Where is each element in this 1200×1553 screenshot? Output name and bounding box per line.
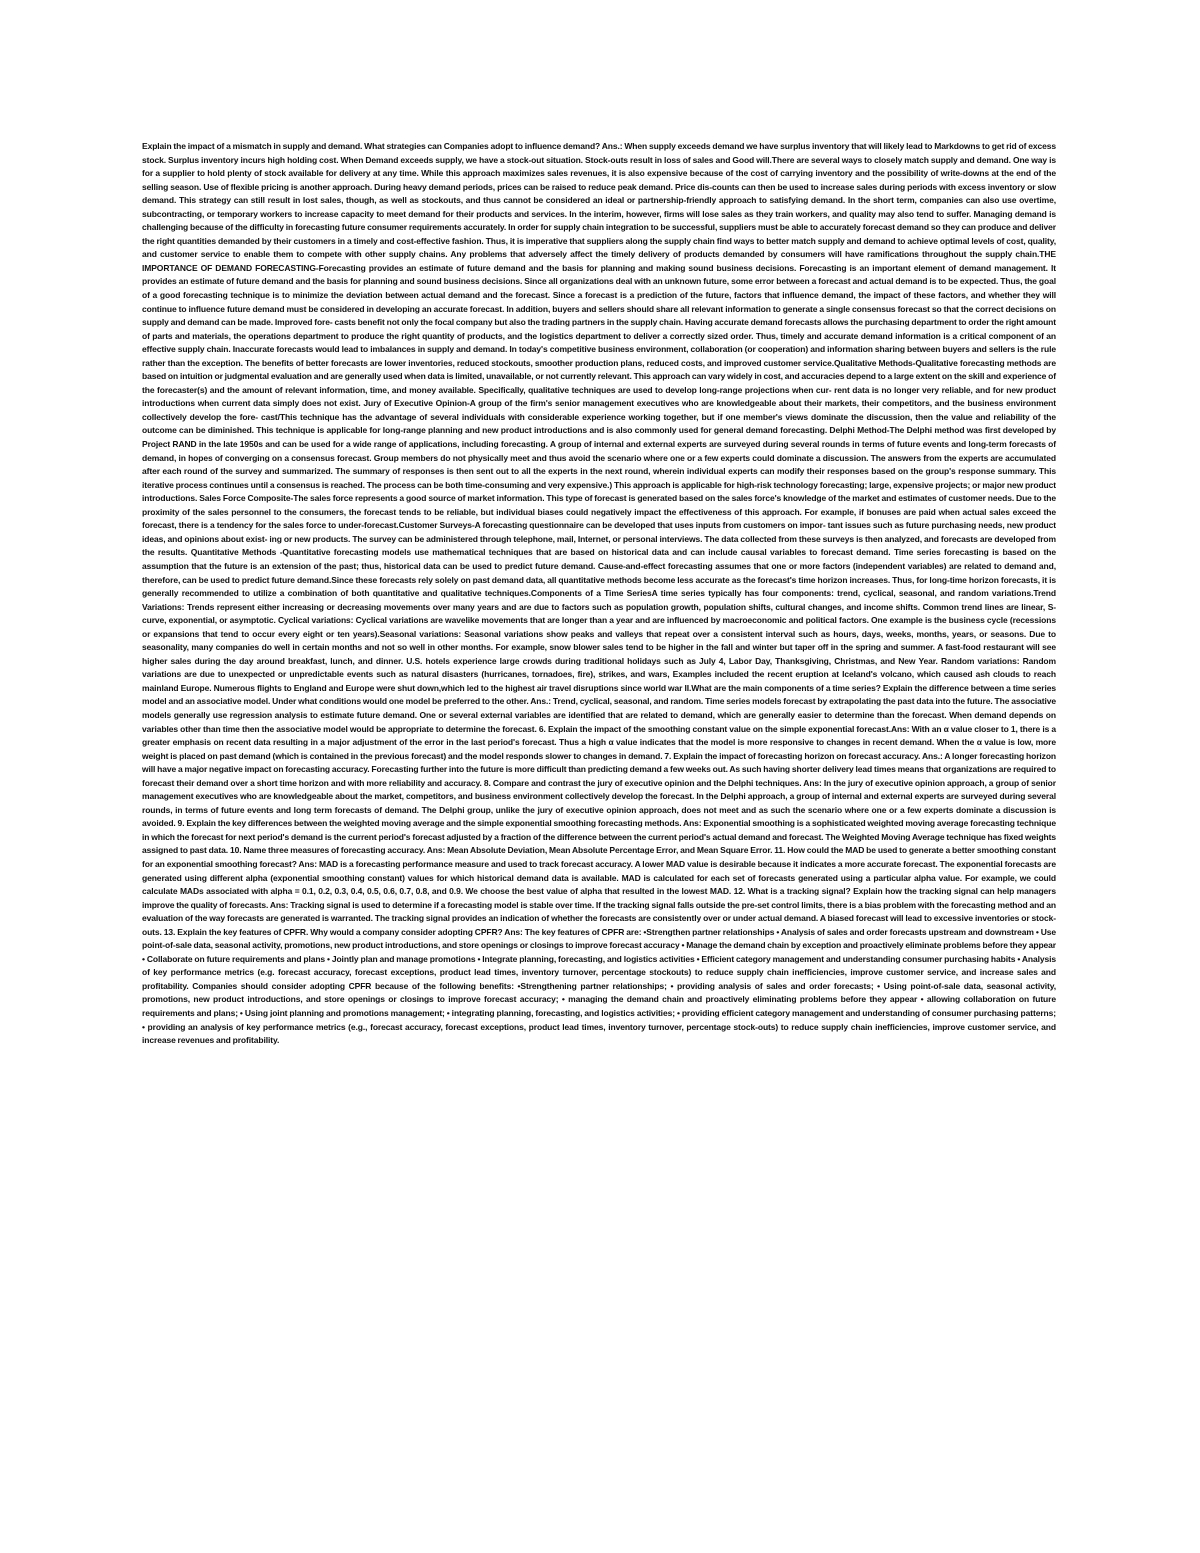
document-page xyxy=(142,140,1056,1048)
body-paragraph: Explain the impact of a mismatch in supply and demand. What strategies can Companies adopt to influence demand? Ans.: When supply exceeds demand we have surplus inventory that will likely lead to Markdowns to get rid of excess stock. Surplus inventory incurs high holding cost. When Demand exceeds supply, we have a stock-out situation. Stock-outs result in loss of sales and Good will.There are several ways to closely match supply and demand. One way is for a supplier to hold plenty of stock available for delivery at any time. While this approach maximizes sales revenues, it is also expensive because of the cost of carrying inventory and the possibility of write-downs at the end of the selling season. Use of flexible pricing is another approach. During heavy demand periods, prices can be raised to reduce peak demand. Price dis-counts can then be used to increase sales during periods with excess inventory or slow demand. This strategy can still result in lost sales, though, as well as stockouts, and thus cannot be considered an ideal or partnership-friendly approach to satisfying demand. In the short term, companies can also use overtime, subcontracting, or temporary workers to increase capacity to meet demand for their products and services. In the interim, however, firms will lose sales as they train workers, and quality may also tend to suffer. Managing demand is challenging because of the difficulty in forecasting future consumer requirements accurately. In order for supply chain integration to be successful, suppliers must be able to accurately forecast demand so they can produce and deliver the right quantities demanded by their customers in a timely and cost-effective fashion. Thus, it is imperative that suppliers along the supply chain find ways to better match supply and demand to achieve optimal levels of cost, quality, and customer service to enable them to compete with other supply chains. Any problems that adversely affect the timely delivery of products demanded by consumers will have ramifications throughout the supply chain.THE IMPORTANCE OF DEMAND FORECASTING-Forecasting provides an estimate of future demand and the basis for planning and making sound business decisions. Forecasting is an important element of demand management. It provides an estimate of future demand and the basis for planning and sound business decisions. Since all organizations deal with an unknown future, some error between a forecast and actual demand is to be expected. Thus, the goal of a good forecasting technique is to minimize the deviation between actual demand and the forecast. Since a forecast is a prediction of the future, factors that influence demand, the impact of these factors, and whether they will continue to influence future demand must be considered in developing an accurate forecast. In addition, buyers and sellers should share all relevant information to generate a single consensus forecast so that the correct decisions on supply and demand can be made. Improved fore- casts benefit not only the focal company but also the trading partners in the supply chain. Having accurate demand forecasts allows the purchasing department to order the right amount of parts and materials, the operations department to produce the right quantity of products, and the logistics department to deliver a correctly sized order. Thus, timely and accurate demand information is a critical component of an effective supply chain. Inaccurate forecasts would lead to imbalances in supply and demand. In today's competitive business environment, collaboration (or cooperation) and information sharing between buyers and sellers is the rule rather than the exception. The benefits of better forecasts are lower inventories, reduced stockouts, smoother production plans, reduced costs, and improved customer service.Qualitative Methods-Qualitative forecasting methods are based on intuition or judgmental evaluation and are generally used when data is limited, unavailable, or not currently relevant. This approach can vary widely in cost, and accuracies depend to a large extent on the skill and experience of the forecaster(s) and the amount of relevant information, time, and money available. Specifically, qualitative techniques are used to develop long-range projections when cur- rent data is no longer very reliable, and for new product introductions when current data simply does not exist. Jury of Executive Opinion-A group of the firm's senior management executives who are knowledgeable about their markets, their competitors, and the business environment collectively develop the fore- cast/This technique has the advantage of several individuals with considerable experience working together, but if one member's views dominate the discussion, then the value and reliability of the outcome can be diminished. This technique is applicable for long-range planning and new product introductions and is also commonly used for general demand forecasting. Delphi Method-The Delphi method was first developed by Project RAND in the late 1950s and can be used for a wide range of applications, including forecasting. A group of internal and external experts are surveyed during several rounds in terms of future events and long-term forecasts of demand, in hopes of converging on a consensus forecast. Group members do not physically meet and thus avoid the scenario where one or a few experts could dominate a discussion. The answers from the experts are accumulated after each round of the survey and summarized. The summary of responses is then sent out to all the experts in the next round, wherein individual experts can modify their responses based on the group's response summary. This iterative process continues until a consensus is reached. The process can be both time-consuming and very expensive.) This approach is applicable for high-risk technology forecasting; large, expensive projects; or major new product introductions. Sales Force Composite-The sales force represents a good source of market information. This type of forecast is generated based on the sales force's knowledge of the market and estimates of customer needs. Due to the proximity of the sales personnel to the consumers, the forecast tends to be reliable, but individual biases could negatively impact the effectiveness of this approach. For example, if bonuses are paid when actual sales exceed the forecast, there is a tendency for the sales force to under-forecast.Customer Surveys-A forecasting questionnaire can be developed that uses inputs from customers on impor- tant issues such as future purchasing needs, new product ideas, and opinions about exist- ing or new products. The survey can be administered through telephone, mail, Internet, or personal interviews. The data collected from these surveys is then analyzed, and forecasts are developed from the results. Quantitative Methods -Quantitative forecasting models use mathematical techniques that are based on historical data and can include causal variables to forecast demand. Time series forecasting is based on the assumption that the future is an extension of the past; thus, historical data can be used to predict future demand. Cause-and-effect forecasting assumes that one or more factors (independent variables) are related to demand and, therefore, can be used to predict future demand.Since these forecasts rely solely on past demand data, all quantitative methods become less accurate as the forecast's time horizon increases. Thus, for long-time horizon forecasts, it is generally recommended to utilize a combination of both quantitative and qualitative techniques.Components of a Time SeriesA time series typically has four components: trend, cyclical, seasonal, and random variations.Trend Variations: Trends represent either increasing or decreasing movements over many years and are due to factors such as population growth, population shifts, cultural changes, and income shifts. Common trend lines are linear, S-curve, exponential, or asymptotic. Cyclical variations: Cyclical variations are wavelike movements that are longer than a year and are influenced by macroeconomic and political factors. One example is the business cycle (recessions or expansions that tend to occur every eight or ten years).Seasonal variations: Seasonal variations show peaks and valleys that repeat over a consistent interval such as hours, days, weeks, months, years, or seasons. Due to seasonality, many companies do well in certain months and not so well in other months. For example, snow blower sales tend to be higher in the fall and winter but taper off in the spring and summer. A fast-food restaurant will see higher sales during the day around breakfast, lunch, and dinner. U.S. hotels experience large crowds during traditional holidays such as July 4, Labor Day, Thanksgiving, Christmas, and New Year. Random variations: Random variations are due to unexpected or unpredictable events such as natural disasters (hurricanes, tornadoes, fire), strikes, and wars, Examples included the recent eruption at Iceland's volcano, which caused ash clouds to reach mainland Europe. Numerous flights to England and Europe were shut down,which led to the highest air travel disruptions since world war II.What are the main components of a time series? Explain the difference between a time series model and an associative model. Under what conditions would one model be preferred to the other. Ans.: Trend, cyclical, seasonal, and random. Time series models forecast by extrapolating the past data into the future. The associative models generally use regression analysis to estimate future demand. One or several external variables are identified that are related to demand, which are generally easier to determine than the forecast. When demand depends on variables other than time then the associative model would be appropriate to determine the forecast. 6. Explain the impact of the smoothing constant value on the simple exponential forecast.Ans: With an α value closer to 1, there is a greater emphasis on recent data resulting in a major adjustment of the error in the last period's forecast. Thus a high α value indicates that the model is more responsive to changes in recent demand. When the α value is low, more weight is placed on past demand (which is contained in the previous forecast) and the model responds slower to changes in demand. 7. Explain the impact of forecasting horizon on forecast accuracy. Ans.: A longer forecasting horizon will have a major negative impact on forecasting accuracy. Forecasting further into the future is more difficult than predicting demand a few weeks out. As such having shorter delivery lead times means that organizations are required to forecast their demand over a short time horizon and with more reliability and accuracy. 8. Compare and contrast the jury of executive opinion and the Delphi techniques. Ans: In the jury of executive opinion approach, a group of senior management executives who are knowledgeable about the market, competitors, and business environment collectively develop the forecast. In the Delphi approach, a group of internal and external experts are surveyed during several rounds, in terms of future events and long term forecasts of demand. The Delphi group, unlike the jury of executive opinion approach, does not meet and as such the scenario where one or a few experts dominate a discussion is avoided. 9. Explain the key differences between the weighted moving average and the simple exponential smoothing forecasting methods. Ans: Exponential smoothing is a sophisticated weighted moving average forecasting technique in which the forecast for next period's demand is the current period's forecast adjusted by a fraction of the difference between the current period's actual demand and forecast. The Weighted Moving Average technique has fixed weights assigned to past data. 10. Name three measures of forecasting accuracy. Ans: Mean Absolute Deviation, Mean Absolute Percentage Error, and Mean Square Error. 11. How could the MAD be used to generate a better smoothing constant for an exponential smoothing forecast? Ans: MAD is a forecasting performance measure and used to track forecast accuracy. A lower MAD value is desirable because it indicates a more accurate forecast. The exponential forecasts are generated using different alpha (exponential smoothing constant) values for which historical demand data is available. MAD is calculated for each set of forecasts generated using a particular alpha value. For example, we could calculate MADs associated with alpha = 0.1, 0.2, 0.3, 0.4, 0.5, 0.6, 0.7, 0.8, and 0.9. We choose the best value of alpha that resulted in the lowest MAD. 12. What is a tracking signal? Explain how the tracking signal can help managers improve the quality of forecasts. Ans: Tracking signal is used to determine if a forecasting model is stable over time. If the tracking signal falls outside the pre-set control limits, there is a bias problem with the forecasting method and an evaluation of the way forecasts are generated is warranted. The tracking signal provides an indication of whether the forecasts are consistently over or under actual demand. A biased forecast will lead to excessive inventories or stock-outs. 13. Explain the key features of CPFR. Why would a company consider adopting CPFR? Ans: The key features of CPFR are: •Strengthen partner relationships • Analysis of sales and order forecasts upstream and downstream • Use point-of-sale data, seasonal activity, promotions, new product introductions, and store openings or closings to improve forecast accuracy • Manage the demand chain by exception and proactively eliminate problems before they appear • Collaborate on future requirements and plans • Jointly plan and manage promotions • Integrate planning, forecasting, and logistics activities • Efficient category management and understanding consumer purchasing habits • Analysis of key performance metrics (e.g. forecast accuracy, forecast exceptions, product lead times, inventory turnover, percentage stockouts) to reduce supply chain inefficiencies, improve customer service, and increase sales and profitability. Companies should consider adopting CPFR because of the following benefits: •Strengthening partner relationships; • providing analysis of sales and order forecasts; • Using point-of-sale data, seasonal activity, promotions, new product introductions, and store openings or closings to improve forecast accuracy; • managing the demand chain and proactively eliminating problems before they appear • allowing collaboration on future requirements and plans; • Using joint planning and promotions management; • integrating planning, forecasting, and logistics activities; • providing efficient category management and understanding of consumer purchasing patterns; • providing an analysis of key performance metrics (e.g., forecast accuracy, forecast exceptions, product lead times, inventory turnover, percentage stock-outs) to reduce supply chain inefficiencies, improve customer service, and increase revenues and profitability. xyxy=(142,141,1056,1046)
